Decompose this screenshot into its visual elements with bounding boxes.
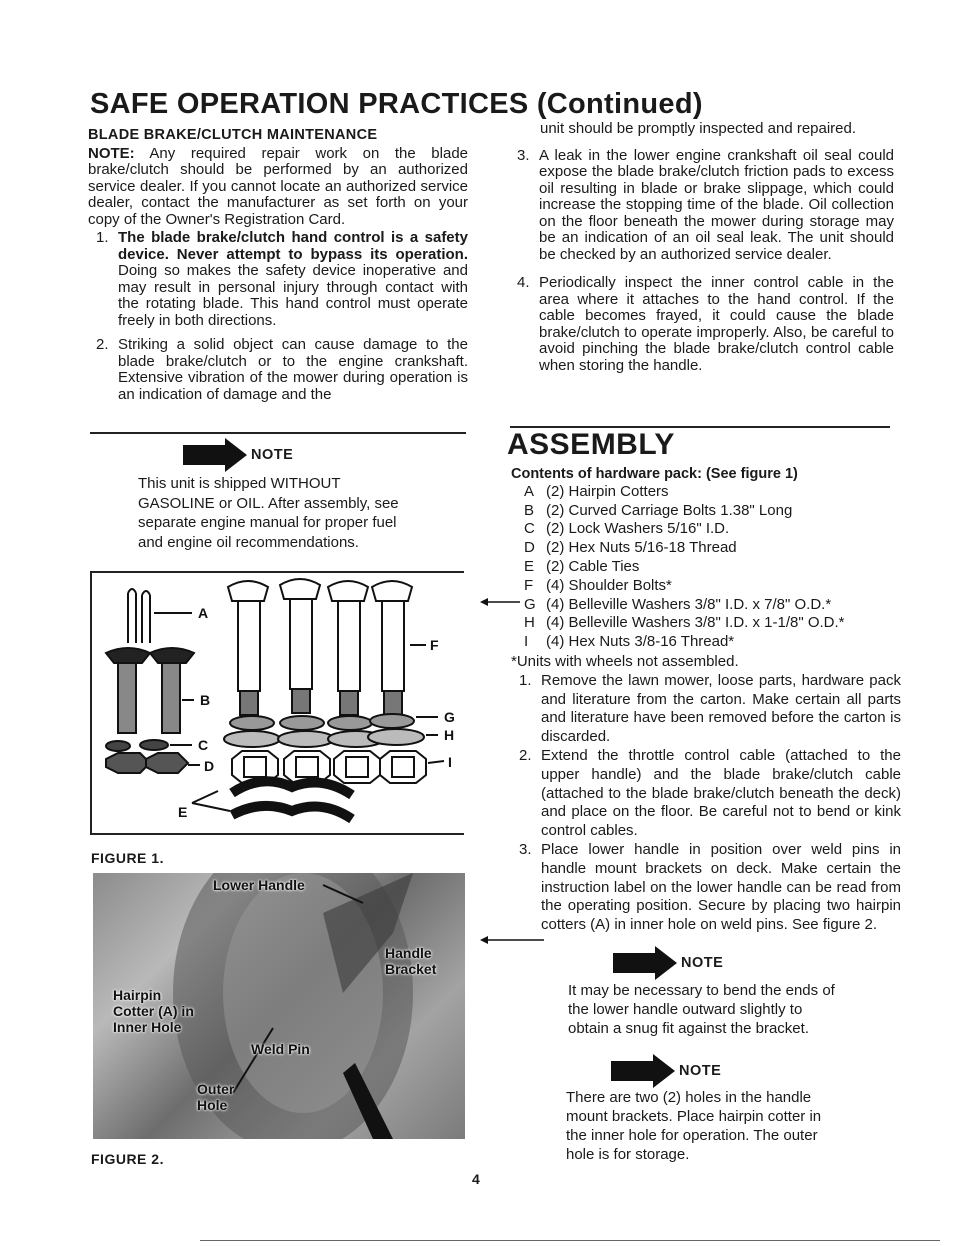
left-column <box>88 127 468 411</box>
list-item <box>88 230 468 329</box>
part-letter: E <box>524 557 535 575</box>
arrow-right-icon <box>611 1054 675 1088</box>
part-text: (2) Hairpin Cotters <box>546 482 669 500</box>
part-text: (4) Belleville Washers 3/8" I.D. x 7/8" O.D.* <box>546 595 832 613</box>
note-header <box>183 438 293 472</box>
figure-caption: FIGURE 2. <box>91 1151 164 1167</box>
figure-letter: F <box>430 637 439 653</box>
parts-list-item <box>511 633 901 652</box>
figure-letter: C <box>198 737 209 753</box>
note-text: There are two (2) holes in the handle mount brackets. Place hairpin cotter in the inner hole for operation. The outer hole is for storage. <box>566 1089 822 1163</box>
part-text: (2) Hex Nuts 5/16-18 Thread <box>546 539 737 557</box>
item-text: Doing so makes the safety device inoperative and may result in personal injury through contact with the rotating blade. This hand control must operate freely in both directions. <box>118 262 468 329</box>
item-text: Remove the lawn mower, loose parts, hardware pack and literature from the carton. Make certain all parts and literature have been removed before the carton is discarded. <box>541 671 901 746</box>
note-paragraph <box>88 146 468 229</box>
page-number: 4 <box>472 1171 480 1187</box>
part-letter: H <box>524 614 535 632</box>
list-item <box>509 148 894 264</box>
figure-letter: D <box>204 758 215 774</box>
parts-list-item <box>511 558 901 577</box>
photo-label-lower-handle: Lower Handle <box>213 877 305 893</box>
divider <box>200 1240 940 1241</box>
right-column <box>509 121 894 382</box>
parts-list-item <box>511 614 901 633</box>
item-number: 3. <box>519 840 532 858</box>
parts-list-item <box>511 577 901 596</box>
note-text: It may be necessary to bend the ends of the lower handle outward slightly to obtain a snug fit against the bracket. <box>568 982 835 1037</box>
parts-list-item <box>511 539 901 558</box>
part-text: (2) Cable Ties <box>546 557 640 575</box>
item-number: 2. <box>96 336 109 353</box>
photo-label-weld-pin: Weld Pin <box>251 1041 310 1057</box>
item-text: Place lower handle in position over weld pins in handle mount brackets on deck. Make certain the instruction label on the lower handle can be read from the operating position. Secure by placing two hairpin cotters (A) in inner hole on weld pins. See figure 2. <box>541 840 901 934</box>
list-item <box>511 672 901 747</box>
item-number: 1. <box>519 671 532 689</box>
item-text: Periodically inspect the inner control cable in the area where it attaches to the hand control. If the cable becomes frayed, it could cause the blade brake/clutch to operate improperly. Also, be careful to avoid pinching the blade brake/clutch control cable when storing the handle. <box>539 274 894 374</box>
item-number: 2. <box>519 746 532 764</box>
hardware-illustration <box>92 573 464 835</box>
arrow-right-icon <box>183 438 247 472</box>
part-letter: G <box>524 595 536 613</box>
note-label: NOTE: <box>88 144 135 162</box>
note-text: This unit is shipped WITHOUT GASOLINE or OIL. After assembly, see separate engine manual for proper fuel and engine oil recommendations. <box>138 475 399 551</box>
figure-2-photo <box>93 873 465 1139</box>
figure-letter: A <box>198 605 209 621</box>
part-letter: C <box>524 520 535 538</box>
photo-label-handle-bracket: Handle Bracket <box>385 945 437 977</box>
figure-letter: I <box>448 754 452 770</box>
assembly-title: ASSEMBLY <box>507 428 675 461</box>
part-text: (2) Curved Carriage Bolts 1.38" Long <box>546 501 793 519</box>
item-text: Extend the throttle control cable (attached to the upper handle) and the blade brake/clutch cable (attached to the blade brake/clutch beneath the deck) and place on the floor. Be careful not to bend or kink control cables. <box>541 746 901 840</box>
margin-arrow-icon <box>480 596 520 608</box>
note-header <box>611 1054 721 1088</box>
list-item <box>511 841 901 935</box>
note-header <box>613 946 723 980</box>
contents-heading: Contents of hardware pack: (See figure 1) <box>511 466 798 482</box>
figure-1 <box>90 571 464 835</box>
page-title: SAFE OPERATION PRACTICES (Continued) <box>90 88 703 120</box>
figure-caption: FIGURE 1. <box>91 850 164 866</box>
note-label: NOTE <box>681 955 724 971</box>
part-letter: D <box>524 539 535 557</box>
footnote: *Units with wheels not assembled. <box>511 652 739 670</box>
item-text: Striking a solid object can cause damage to the blade brake/clutch or to the engine crankshaft. Extensive vibration of the mower during operation is an indication of damage and the <box>118 336 468 403</box>
parts-list-item <box>511 483 901 502</box>
divider <box>90 432 466 434</box>
part-text: (4) Belleville Washers 3/8" I.D. x 1-1/8" O.D.* <box>546 614 845 632</box>
list-item <box>509 275 894 374</box>
section-heading: BLADE BRAKE/CLUTCH MAINTENANCE <box>88 127 378 143</box>
part-text: (2) Lock Washers 5/16" I.D. <box>546 520 730 538</box>
continued-text: unit should be promptly inspected and repaired. <box>540 120 857 137</box>
figure-letter: B <box>200 692 211 708</box>
note-label: NOTE <box>251 447 294 463</box>
parts-list <box>511 465 901 935</box>
arrow-right-icon <box>613 946 677 980</box>
part-text: (4) Hex Nuts 3/8-16 Thread* <box>546 633 735 651</box>
photo-label-outer-hole: Outer Hole <box>197 1081 235 1113</box>
part-text: (4) Shoulder Bolts* <box>546 576 672 594</box>
part-letter: I <box>524 633 529 651</box>
item-number: 3. <box>517 146 530 164</box>
list-item <box>88 337 468 403</box>
part-letter: B <box>524 501 535 519</box>
part-letter: F <box>524 576 534 594</box>
parts-list-item <box>511 596 901 615</box>
figure-letter: H <box>444 727 455 743</box>
photo-label-hairpin-cotter: Hairpin Cotter (A) in Inner Hole <box>113 987 194 1035</box>
margin-arrow-icon <box>480 934 544 946</box>
part-letter: A <box>524 482 535 500</box>
list-item <box>511 747 901 841</box>
item-number: 4. <box>517 274 530 291</box>
note-label: NOTE <box>679 1063 722 1079</box>
item-bold-text: The blade brake/clutch hand control is a safety device. Never attempt to bypass its operation. <box>118 229 468 263</box>
item-number: 1. <box>96 229 109 246</box>
figure-letter: E <box>178 804 188 820</box>
item-text: A leak in the lower engine crankshaft oil seal could expose the blade brake/clutch friction pads to excess oil resulting in blade or brake slippage, which could increase the stopping time of the blade. Oil collection on the floor beneath the mower during storage may be an indication of an oil seal leak. The unit should be checked by an authorized service dealer. <box>539 146 894 263</box>
figure-letter: G <box>444 709 455 725</box>
parts-list-item <box>511 502 901 521</box>
note-text: Any required repair work on the blade brake/clutch should be performed by an authorized service dealer. If you cannot locate an authorized service dealer, contact the manufacturer as set forth on your copy of the Owner's Registration Card. <box>88 144 468 228</box>
parts-list-item <box>511 520 901 539</box>
